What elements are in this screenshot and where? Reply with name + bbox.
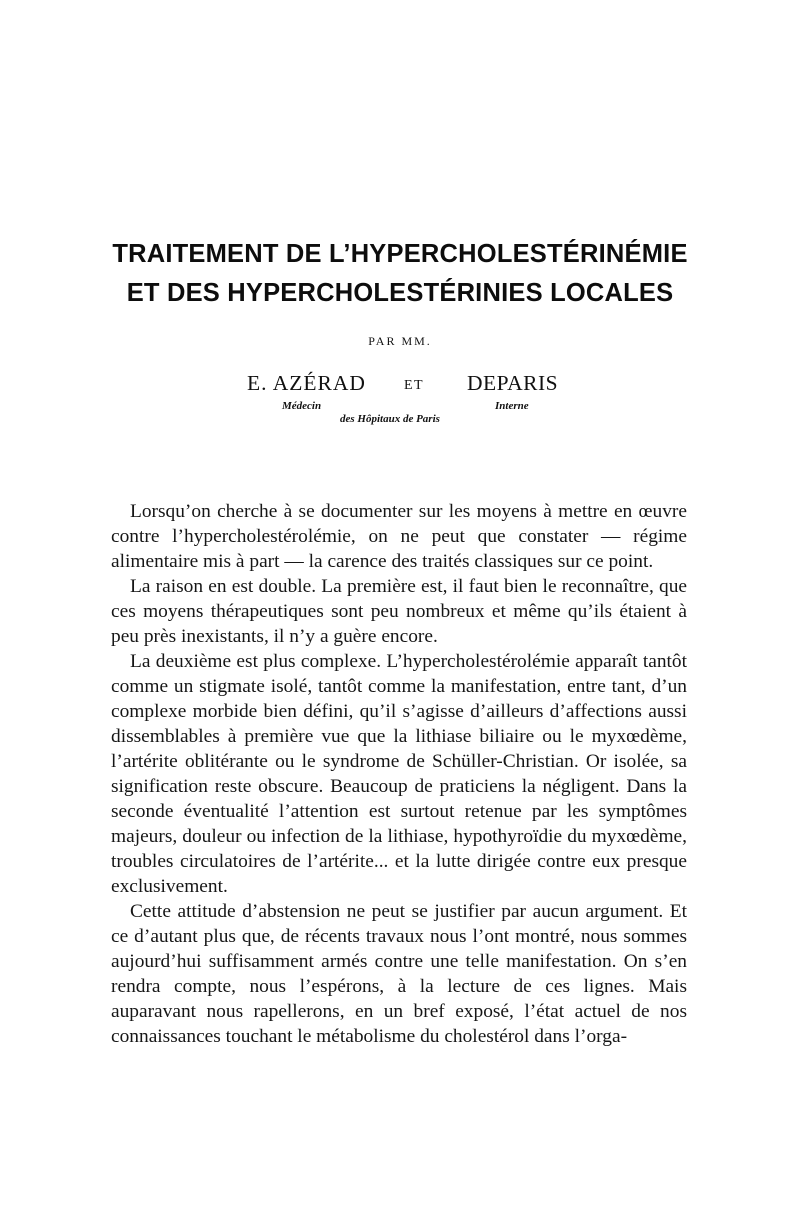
author-1: E. AZÉRAD [247,371,366,395]
paragraph-2: La raison en est double. La première est, il faut bien le reconnaître, que ces moyens thérapeutiques sont peu nombreux et même qu’ils étaient à peu près inexistants, il n’y a guère encore. [111,576,687,647]
title-line-2: ET DES HYPERCHOLESTÉRINIES LOCALES [126,279,674,307]
author-2-role: Interne [495,400,529,412]
author-2: DEPARIS [467,371,559,395]
author-conjunction: ET [404,378,425,393]
paragraph-4: Cette attitude d’abstension ne peut se justifier par aucun argument. Et ce d’autant plus que, de récents travaux nous l’ont montré, nous sommes aujourd’hui suffisamment armés contre une telle manifestation. On s’en rendra compte, nous l’espérons, à la lecture de ces lignes. Mais auparavant nous rapellerons, en un bref exposé, l’état actuel de nos connaissances touchant le métabolisme du cholestérol dans l’orga- [111,901,687,1047]
paragraph-3: La deuxième est plus complexe. L’hypercholestérolémie apparaît tantôt comme un stigmate isolé, tantôt comme la manifestation, entre tant, d’un complexe morbide bien défini, qu’il s’agisse d’ailleurs d’affections aussi dissemblables à première vue que la lithiase biliaire ou le myxœdème, l’artérite oblitérante ou le syndrome de Schüller-Christian. Or isolée, sa signification reste obscure. Beaucoup de praticiens la négligent. Dans la seconde éventualité l’attention est surtout retenue par les symptômes majeurs, douleur ou infection de la lithiase, hypothyroïdie du myxœdème, troubles circulatoires de l’artérite... et la lutte dirigée contre eux presque exclusivement. [111,651,687,897]
title-line-1: TRAITEMENT DE L’HYPERCHOLESTÉRINÉMIE [112,240,688,268]
paragraph-1: Lorsqu’on cherche à se documenter sur les moyens à mettre en œuvre contre l’hypercholestérolémie, on ne peut que constater — régime alimentaire mis à part — la carence des traités classiques sur ce point. [111,501,687,572]
byline-par: PAR MM. [368,334,432,348]
affiliation: des Hôpitaux de Paris [340,413,440,425]
body-text [111,499,687,1049]
author-1-role: Médecin [282,400,322,412]
